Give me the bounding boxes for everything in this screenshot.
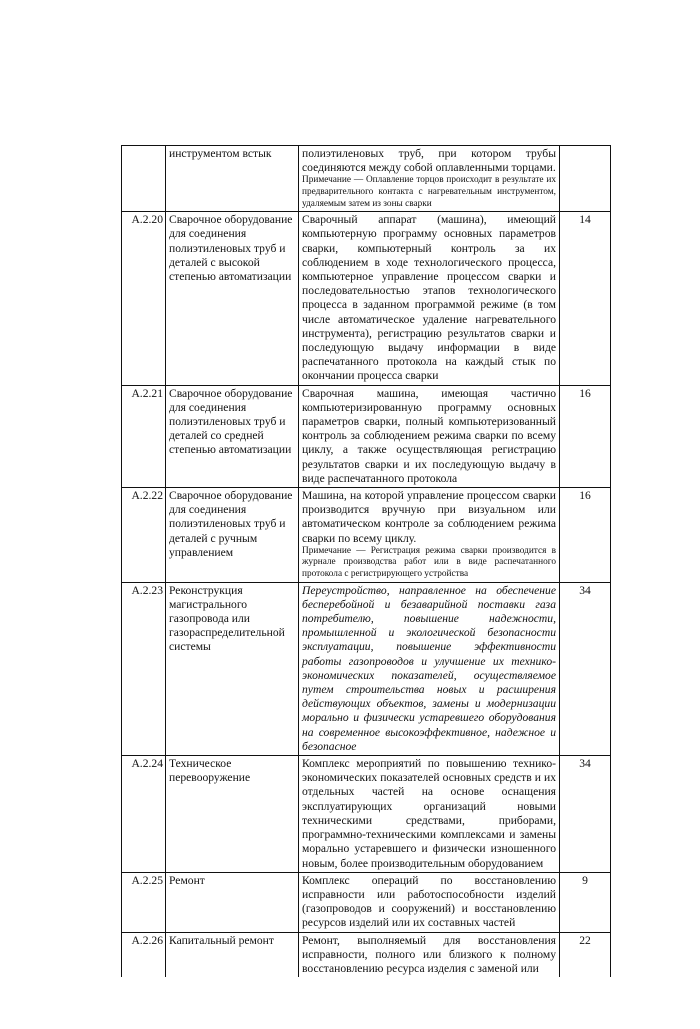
table-row <box>122 582 611 755</box>
term-name: Сварочное оборудование для соединения полиэтиленовых труб и деталей со средней степенью автоматизации <box>166 385 299 487</box>
term-code: А.2.24 <box>122 756 166 873</box>
term-name: Капитальный ремонт <box>166 932 299 977</box>
term-definition <box>299 385 560 487</box>
term-name: Реконструкция магистрального газопровода или газораспределительной системы <box>166 582 299 755</box>
term-name: инструментом встык <box>166 146 299 212</box>
definition-text: Сварочный аппарат (машина), имеющий компьютерную программу основных параметров сварки, компьютерный контроль за их соблюдением в ходе технологического процесса, компьютерное управление процессом сварки и последовательностью этапов технологического процесса в заданном программой режиме (в том числе автоматическое удаление нагревательного инструмента), регистрацию результатов сварки и последующую выдачу информации в виде распечатанного протокола на каждый стык по окончании процесса сварки <box>302 213 556 383</box>
table-row <box>122 756 611 873</box>
page-number <box>560 146 611 212</box>
definition-text: Комплекс операций по восстановлению исправности или работоспособности изделий (газопроводов и сооружений) и восстановлению ресурсов изделий или их составных частей <box>302 873 556 930</box>
terms-table <box>121 145 611 977</box>
term-name: Ремонт <box>166 872 299 932</box>
term-name: Сварочное оборудование для соединения полиэтиленовых труб и деталей с высокой степенью автоматизации <box>166 212 299 385</box>
term-name: Техническое перевооружение <box>166 756 299 873</box>
term-code: А.2.20 <box>122 212 166 385</box>
table-row <box>122 146 611 212</box>
table-row <box>122 212 611 385</box>
table-row <box>122 488 611 583</box>
term-code: А.2.25 <box>122 872 166 932</box>
term-definition <box>299 756 560 873</box>
page-number: 9 <box>560 872 611 932</box>
term-definition <box>299 872 560 932</box>
term-definition <box>299 932 560 977</box>
definition-text: Комплекс мероприятий по повышению технико-экономических показателей основных средств и их отдельных частей на основе оснащения эксплуатирующих организаций новыми техническими средствами, приборами, программно-техническими комплексами и замены морально устаревшего и физически изношенного новым, более производительным оборудованием <box>302 757 556 870</box>
page-number: 34 <box>560 756 611 873</box>
page-number: 16 <box>560 385 611 487</box>
term-code: А.2.21 <box>122 385 166 487</box>
term-definition <box>299 212 560 385</box>
page-number: 34 <box>560 582 611 755</box>
definition-text: Ремонт, выполняемый для восстановления исправности, полного или близкого к полному восстановлению ресурса изделия с заменой или <box>302 933 556 975</box>
page-number: 16 <box>560 488 611 583</box>
definition-text: полиэтиленовых труб, при котором трубы соединяются между собой оплавленными торцами. <box>302 147 556 175</box>
definition-note: Примечание — Оплавление торцов происходит в результате их предварительного контакта с нагревательным инструментом, удаляемым затем из зоны сварки <box>302 175 556 209</box>
term-code: А.2.23 <box>122 582 166 755</box>
table-row <box>122 872 611 932</box>
definition-text: Переустройство, направленное на обеспечение бесперебойной и безаварийной поставки газа потребителю, повышение надежности, промышленной и экологической безопасности эксплуатации, повышение эффективности работы газопроводов и улучшение их технико-экономических показателей, осуществляемое путем строительства новых и расширения действующих объектов, замены и модернизации морально и физически устаревшего оборудования на современное высокоэффективное, надежное и безопасное <box>302 583 556 753</box>
term-code: А.2.26 <box>122 932 166 977</box>
table-row <box>122 385 611 487</box>
definition-note: Примечание — Регистрация режима сварки производится в журнале производства работ или в виде распечатанного протокола с регистрирующего устройства <box>302 545 556 580</box>
term-code <box>122 146 166 212</box>
definition-text: Машина, на которой управление процессом сварки производится вручную при визуальном или автоматическом контроле за соблюдением режима сварки по всему циклу. <box>302 489 556 545</box>
term-code: А.2.22 <box>122 488 166 583</box>
definition-text: Сварочная машина, имеющая частично компьютеризированную программу основных параметров сварки, полный компьютеризованный контроль за соблюдением режима сварки по всему циклу, а также осуществляющая регистрацию результатов сварки и их последующую выдачу в виде распечатанного протокола <box>302 386 556 485</box>
page-number: 22 <box>560 932 611 977</box>
term-name: Сварочное оборудование для соединения полиэтиленовых труб и деталей с ручным управлением <box>166 488 299 583</box>
term-definition <box>299 488 560 583</box>
term-definition <box>299 146 560 212</box>
table-row <box>122 932 611 977</box>
page-number: 14 <box>560 212 611 385</box>
term-definition <box>299 582 560 755</box>
